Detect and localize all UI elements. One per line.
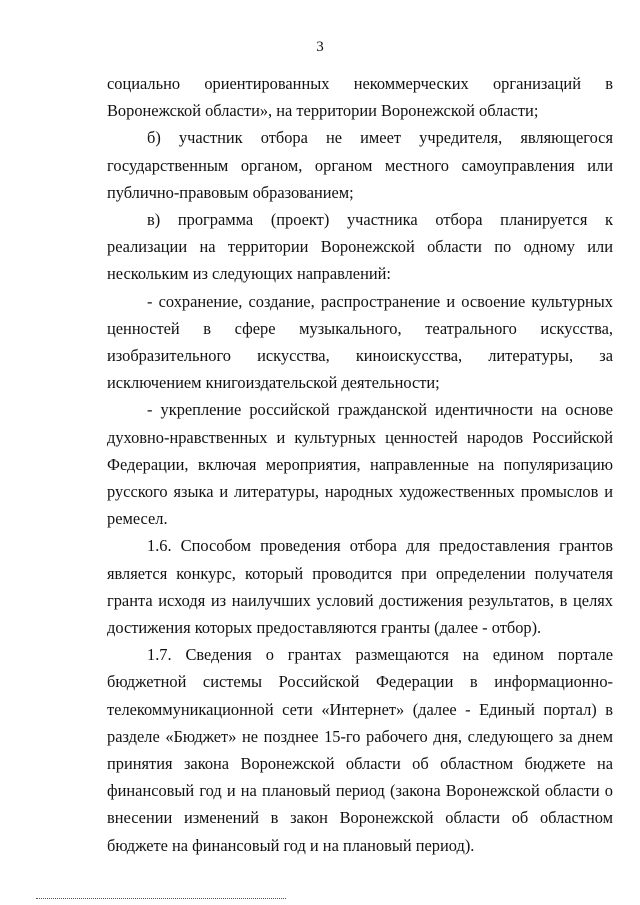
paragraph-direction-2: - укрепление российской гражданской идентичности на основе духовно-нравственных и культурных ценностей народов Российской Федерации, включая мероприятия, направленные на популяризацию русского языка и литературы, народных художественных промыслов и ремесел. bbox=[107, 400, 613, 529]
paragraph-continuation: социально ориентированных некоммерческих организаций в Воронежской области», на территории Воронежской области; bbox=[107, 74, 613, 121]
paragraph-item-b: б) участник отбора не имеет учредителя, являющегося государственным органом, органом местного самоуправления или публично-правовым образованием; bbox=[107, 128, 613, 202]
page-number: 3 bbox=[316, 39, 324, 55]
footer-divider bbox=[36, 898, 286, 899]
paragraph-section-1-6: 1.6. Способом проведения отбора для предоставления грантов является конкурс, который проводится при определении получателя гранта исходя из наилучших условий достижения результатов, в целях достижения которых предоставляются гранты (далее - отбор). bbox=[107, 536, 613, 638]
paragraph-section-1-7: 1.7. Сведения о грантах размещаются на едином портале бюджетной системы Российской Федерации в информационно-телекоммуникационной сети «Интернет» (далее - Единый портал) в разделе «Бюджет» не позднее 15-го рабочего дня, следующего за днем принятия закона Воронежской области об областном бюджете на финансовый год и на плановый период (закона Воронежской области о внесении изменений в закон Воронежской области об областном бюджете на финансовый год и на плановый период). bbox=[107, 645, 613, 855]
paragraph-direction-1: - сохранение, создание, распространение и освоение культурных ценностей в сфере музыкального, театрального искусства, изобразительного искусства, киноискусства, литературы, за исключением книгоиздательской деятельности; bbox=[107, 291, 613, 393]
document-body bbox=[107, 70, 613, 859]
paragraph-item-v: в) программа (проект) участника отбора планируется к реализации на территории Воронежской области по одному или нескольким из следующих направлений: bbox=[107, 210, 613, 284]
